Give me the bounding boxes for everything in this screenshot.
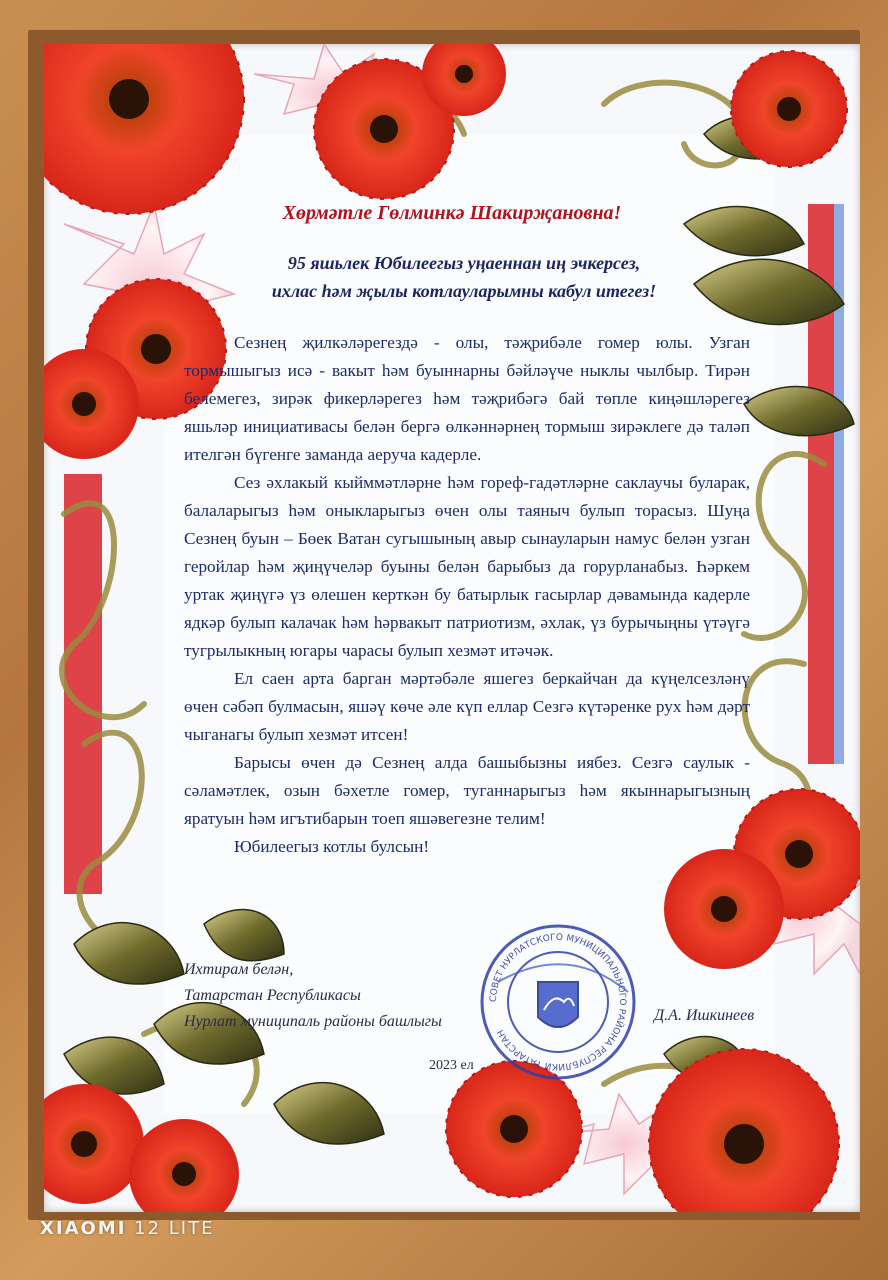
subtitle <box>194 249 734 305</box>
subtitle-line: 95 яшьлек Юбилеегыз уңаеннан иң эчкерсез, <box>287 253 641 273</box>
signatory-name: Д.А. Ишкинеев <box>654 1007 755 1024</box>
body-paragraph: Сезнең җилкәләрегездә - олы, тәҗрибәле гомер юлы. Узган тормышыгыз исә - вакыт һәм буыннарны бәйләүче ныклы чылбыр. Тирән белемегез, зирәк фикерләрегез һәм тәҗрибәгә бай төпле киңәшләрегез яшьләр инициативасы белән бергә өлкәннәрнең тормыш зирәклеге дә таләп ителгән бүгенге заманда аеруча кадерле. <box>184 333 750 464</box>
closing-wish: Юбилеегыз котлы булсын! <box>234 837 430 856</box>
camera-watermark <box>40 1218 215 1239</box>
letter-body <box>184 329 750 861</box>
signature-line: Нурлат муниципаль районы башлыгы <box>184 1013 442 1030</box>
body-paragraph: Ел саен арта барган мәртәбәле яшегез беркайчан да күңелсезләнү өчен сәбәп булмасын, яшәү көче әле күп еллар Сезгә күтәренке рух һәм дәрт чыганагы булып хезмәт итсен! <box>184 669 750 744</box>
subtitle-line: ихлас һәм җылы котлауларымны кабул итегез! <box>271 281 657 301</box>
signature-line: Ихтирам белән, <box>184 961 294 978</box>
certificate-paper <box>44 44 860 1212</box>
body-paragraph: Сез әхлакый кыйммәтләрне һәм гореф-гадәтләрне саклаучы буларак, балаларыгыз һәм оныкларыгыз өчен олы таяныч булып торасыз. Шуңа Сезнең буын – Бөек Ватан сугышының авыр сынауларын намус белән узган геройлар һәм җиңүчеләр буыны белән барыбыз да горурланабыз. Һәркем уртак җиңүгә үз өлешен керткән бу батырлык гасырлар дәвамында кадерле ядкәр булып калачак һәм һәрвакыт патриотизм, әхлак, үз бурычыңны үтәүгә тугрылыкның югары чарасы булып хезмәт итәчәк. <box>184 473 750 660</box>
greeting-heading: Хөрмәтле Гөлминкә Шакирҗановна! <box>282 202 622 224</box>
camera-model: 12 LITE <box>134 1218 215 1239</box>
official-stamp <box>478 922 638 1082</box>
year-label: 2023 ел <box>429 1058 474 1073</box>
signature-block <box>184 957 514 1035</box>
signature-line: Татарстан Республикасы <box>184 987 361 1004</box>
stamp-text: СОВЕТ НУРЛАТСКОГО МУНИЦИПАЛЬНОГО РАЙОНА РЕСПУБЛИКИ ТАТАРСТАН <box>488 932 628 1072</box>
body-paragraph: Барысы өчен дә Сезнең алда башыбызны иябез. Сезгә саулык - сәламәтлек, озын бәхетле гомер, туганнарыгыз һәм якыннарыгызның яратуын һәм игътибарын тоеп яшәвегезне телим! <box>184 753 750 828</box>
camera-brand: XIAOMI <box>40 1218 127 1239</box>
